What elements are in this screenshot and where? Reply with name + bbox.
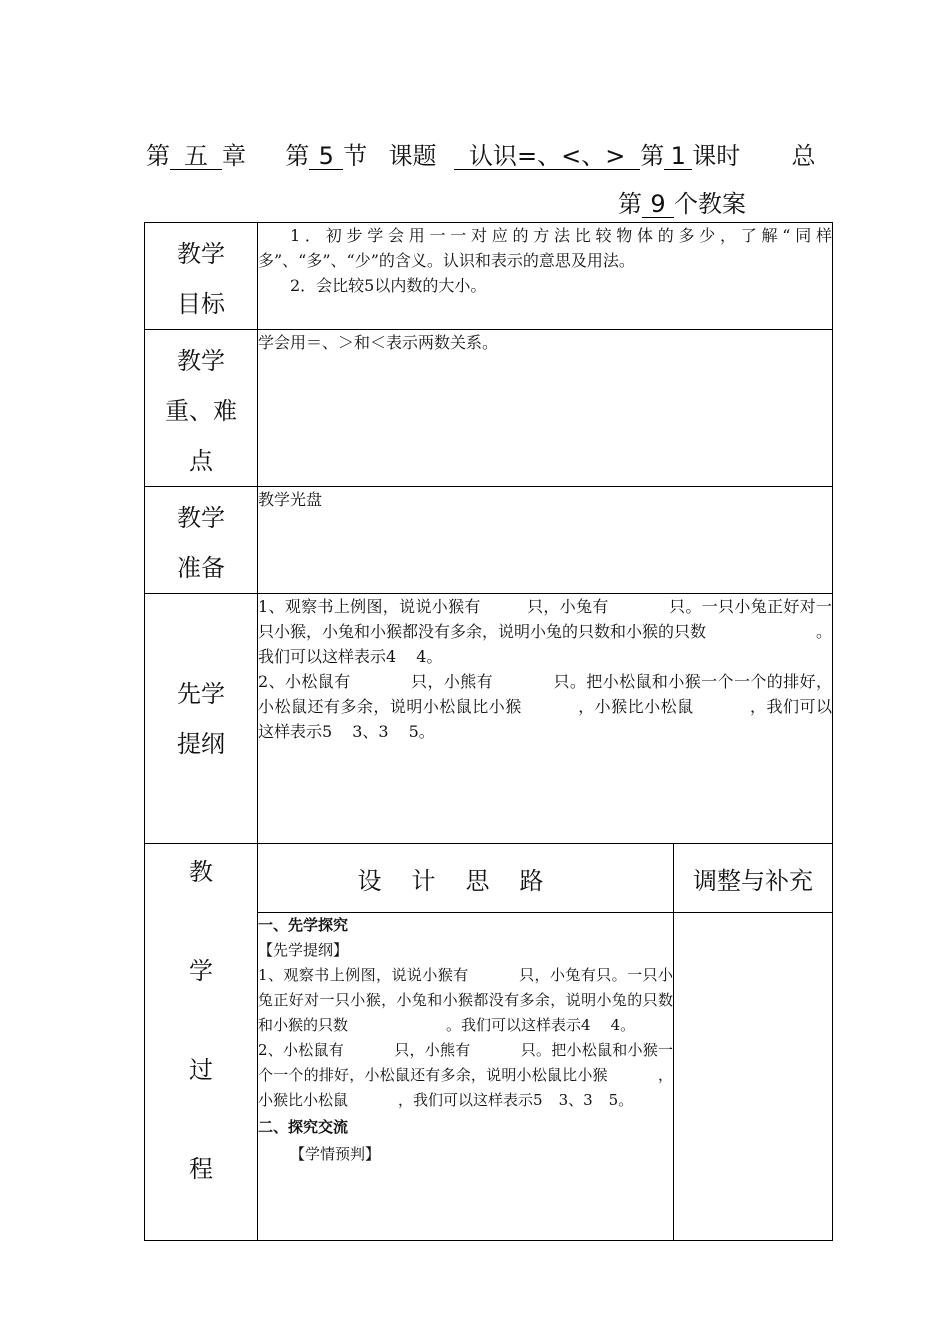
outline-row [145, 594, 833, 844]
outline-item-1-text-a: 1、观察书上例图，说说小猴有 [258, 597, 481, 616]
preparation-label-line-2: 准备 [177, 554, 225, 582]
key-points-label-line-3: 点 [189, 447, 213, 475]
process-item-1-text-d: 4。 [610, 1016, 636, 1035]
outline-item-2-text-c: 只。把小松鼠和小猴一个一个的排好，小松鼠还有多余，说明小松鼠比小猴 [258, 672, 832, 716]
objectives-label-line-1: 教学 [177, 240, 225, 268]
key-points-label [145, 330, 258, 487]
section-suffix: 节 [343, 142, 368, 170]
outline-label-line-1: 先学 [177, 679, 225, 708]
outline-item-1-text-c: 只。一只小兔正好对一只小猴，小兔和小猴都没有多余，说明小兔的只数和小猴的只数 [258, 597, 833, 641]
outline-item-1-text-b: 只，小兔有 [526, 597, 609, 616]
header-line-1 [146, 136, 815, 171]
process-label-char-2: 学 [189, 957, 213, 985]
outline-item-2 [258, 669, 832, 744]
outline-label-line-2: 提纲 [177, 729, 225, 758]
process-item-2-text-b: 只，小熊有 [394, 1041, 471, 1060]
process-label-char-1: 教 [189, 858, 213, 886]
key-points-label-line-1: 教学 [177, 347, 225, 375]
lesson-prefix: 第 [640, 142, 665, 170]
preparation-row [145, 487, 833, 594]
process-header-row [145, 844, 833, 913]
outline-item-2-text-e: ，我们可以这样表示5 [258, 697, 832, 741]
objective-item-2: 2．会比较5以内数的大小。 [290, 276, 487, 295]
outline-item-2-text-d: ，小猴比小松鼠 [577, 697, 694, 716]
chapter-value: 五 [170, 143, 222, 170]
outline-item-2-text-g: 5。 [408, 722, 435, 741]
outline-content [258, 594, 833, 844]
plan-prefix: 第 [618, 190, 642, 218]
process-item-2-text-f: 3、3 [558, 1091, 593, 1110]
process-item-1 [258, 963, 673, 1038]
design-thinking-title: 设计思路 [258, 844, 674, 913]
plan-suffix: 个教案 [674, 190, 746, 218]
process-label [145, 844, 258, 1241]
outline-item-2-text-b: 只，小熊有 [410, 672, 494, 691]
process-item-2-text-c: 只。把小松鼠和小猴一个一个的排好，小松鼠还有多余，说明小松鼠比小猴 [258, 1041, 673, 1085]
preparation-label [145, 487, 258, 594]
preparation-label-line-1: 教学 [177, 504, 225, 532]
section-1-heading: 一、先学探究 [258, 916, 349, 935]
process-label-char-4: 程 [189, 1155, 213, 1183]
process-item-2-text-g: 5。 [608, 1091, 634, 1110]
process-item-2-text-e: ，我们可以这样表示5 [398, 1091, 543, 1110]
chapter-prefix: 第 [146, 142, 170, 170]
preparation-content: 教学光盘 [258, 487, 833, 594]
objectives-content [258, 223, 833, 330]
key-points-content: 学会用＝、＞和＜表示两数关系。 [258, 330, 833, 487]
process-label-char-3: 过 [189, 1056, 213, 1084]
topic-value: 认识=、<、> [454, 143, 640, 170]
objectives-label [145, 223, 258, 330]
process-item-2-text-d: ，小猴比小松鼠 [258, 1066, 673, 1110]
outline-item-1-text-d: 。我们可以这样表示4 [258, 622, 833, 666]
outline-item-1-text-e: 4。 [416, 647, 443, 666]
chapter-suffix: 章 [222, 142, 246, 170]
forecast-tag: 【学情预判】 [290, 1145, 381, 1164]
total-label: 总 [791, 142, 816, 170]
outline-item-1 [258, 594, 832, 669]
topic-label: 课题 [388, 142, 437, 170]
outline-item-2-text-f: 3、3 [352, 722, 389, 741]
design-thinking-content [258, 913, 674, 1241]
lesson-plan-table [144, 222, 833, 1241]
adjustment-title: 调整与补充 [674, 844, 833, 913]
plan-value: 9 [642, 191, 674, 218]
key-points-row [145, 330, 833, 487]
header-line-2 [618, 184, 746, 219]
objectives-row [145, 223, 833, 330]
outline-label [145, 594, 258, 844]
process-item-2 [258, 1038, 673, 1113]
outline-tag: 【先学提纲】 [258, 941, 349, 960]
key-points-label-line-2: 重、难 [165, 397, 237, 425]
adjustment-content [674, 913, 833, 1241]
section-prefix: 第 [285, 142, 310, 170]
process-item-1-text-b: 只，小兔有只。一只小兔正好对一只小猴，小兔和小猴都没有多余，说明小兔的只数和小猴的只数 [258, 966, 673, 1035]
objective-item-1: 1．初步学会用一一对应的方法比较物体的多少，了解“同样多”、“多”、“少”的含义。认识和表示的意思及用法。 [258, 226, 833, 270]
objectives-label-line-2: 目标 [177, 290, 225, 318]
lesson-suffix: 课时 [692, 142, 741, 170]
process-item-1-text-c: 。我们可以这样表示4 [446, 1016, 591, 1035]
process-item-1-text-a: 1、观察书上例图，说说小猴有 [258, 966, 469, 985]
outline-item-2-text-a: 2、小松鼠有 [258, 672, 351, 691]
process-item-2-text-a: 2、小松鼠有 [258, 1041, 345, 1060]
section-value: 5 [309, 143, 343, 170]
lesson-value: 1 [664, 143, 692, 170]
section-2-heading: 二、探究交流 [258, 1118, 349, 1137]
